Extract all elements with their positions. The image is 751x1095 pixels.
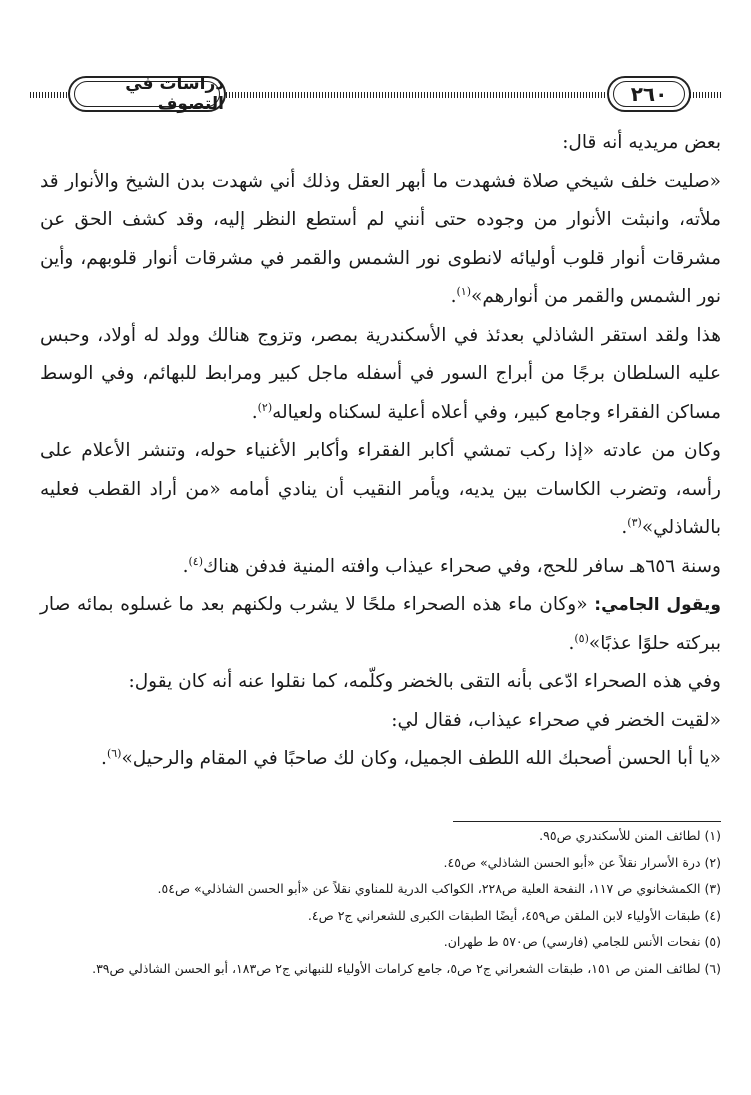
paragraph <box>40 740 721 779</box>
paragraph <box>40 586 721 663</box>
paragraph-end: . <box>568 632 575 654</box>
footnote-number: (١) <box>704 828 721 843</box>
paragraph-end: . <box>450 286 457 307</box>
footnote-number: (٥) <box>704 934 721 949</box>
footnotes <box>40 823 721 982</box>
page-number: ٢٦٠ <box>630 82 668 106</box>
footnote <box>40 850 721 877</box>
footnote <box>40 956 721 983</box>
paragraph <box>40 124 721 163</box>
footnote-marker: (١) <box>456 284 471 298</box>
paragraph <box>40 548 721 587</box>
paragraph-lead: ويقول الجامي: <box>594 595 721 615</box>
paragraph-text: هذا ولقد استقر الشاذلي بعدئذ في الأسكندرية بمصر، وتزوج هنالك وولد له أولاد، وحبس عليه السلطان برجًا من أبراج السور في أسفله ماجل كبير ومرابط للبهائم، وفي الوسط مساكن الفقراء وجامع كبير، وفي أعلاه أعلية لسكناه ولعياله <box>40 324 721 423</box>
footnote-marker: (٣) <box>627 515 642 529</box>
paragraph <box>40 163 721 317</box>
footnote-text: لطائف المنن للأسكندري ص٩٥. <box>539 828 701 843</box>
footnote-text: طبقات الأولياء لابن الملقن ص٤٥٩، أيضًا الطبقات الكبرى للشعراني ج٢ ص٤. <box>307 907 701 923</box>
footnote-marker: (٢) <box>257 400 273 414</box>
footnote-marker: (٤) <box>188 554 203 568</box>
header-ornament-line <box>226 92 606 98</box>
paragraph-text: وكان من عادته «إذا ركب تمشي أكابر الفقراء وأكابر الأغنياء حوله، وتنشر الأعلام على رأسه، وتضرب الكاسات بين يديه، ويأمر النقيب أن ينادي أمامه «من أراد القطب فعليه بالشاذلي» <box>40 440 721 538</box>
footnote <box>40 823 721 850</box>
paragraph-end: . <box>251 401 258 423</box>
running-header <box>30 74 722 118</box>
footnote-number: (٣) <box>704 881 721 896</box>
book-title-badge <box>68 76 226 112</box>
footnote-marker: (٦) <box>106 746 122 760</box>
footnote-text: درة الأسرار نقلاً عن «أبو الحسن الشاذلي» ص٤٥. <box>443 854 701 870</box>
header-ornament-line <box>30 92 70 98</box>
footnote-text: الكمشخانوي ص ١١٧، النفحة العلية ص٢٢٨، الكواكب الدرية للمناوي نقلاً عن «أبو الحسن الشاذلي» ص٥٤. <box>157 881 701 896</box>
footnote <box>40 903 721 930</box>
paragraph <box>40 663 721 702</box>
page-number-badge <box>607 76 691 112</box>
book-title: دراسات في التصوف <box>125 74 224 114</box>
paragraph-end: . <box>621 517 628 538</box>
header-ornament-line <box>690 92 722 98</box>
footnote-text: لطائف المنن ص ١٥١، طبقات الشعراني ج٢ ص٥، جامع كرامات الأولياء للنبهاني ج٢ ص١٨٣، أبو الحسن الشاذلي ص٣٩. <box>92 960 701 976</box>
footnote-separator <box>453 821 721 822</box>
paragraph-text: وفي هذه الصحراء ادّعى بأنه التقى بالخضر وكلّمه، كما نقلوا عنه أنه كان يقول: <box>128 671 721 692</box>
paragraph-text: «لقيت الخضر في صحراء عيذاب، فقال لي: <box>391 709 721 731</box>
paragraph <box>40 432 721 548</box>
paragraph-end: . <box>182 555 189 577</box>
paragraph <box>40 702 721 741</box>
footnote <box>40 876 721 903</box>
paragraph-text: «صليت خلف شيخي صلاة فشهدت ما أبهر العقل وذلك أني شهدت بدن الشيخ والأنوار قد ملأته، وانبثت الأنوار من وجوده حتى أنني لم أستطع النظر إليه، وقد كشف الحق عن مشرقات أنوار قلوب أوليائه لانطوى نور الشمس والقمر في مشرقات أنوار قلوبهم، وأين نور الشمس والقمر من أنوارهم» <box>40 170 721 307</box>
paragraph-text: «وكان ماء هذه الصحراء ملحًا لا يشرب ولكنهم بعد ما غسلوه بمائه صار ببركته حلوًا عذبًا» <box>40 594 721 654</box>
footnote-number: (٦) <box>704 960 721 976</box>
footnote-number: (٢) <box>704 854 721 870</box>
footnote <box>40 929 721 956</box>
footnote-marker: (٥) <box>574 631 589 645</box>
paragraph-end: . <box>101 748 107 769</box>
footnote-text: نفحات الأنس للجامي (فارسي) ص٥٧٠ ط طهران. <box>443 934 701 949</box>
paragraph-text: بعض مريديه أنه قال: <box>562 132 721 153</box>
footnote-number: (٤) <box>704 907 721 923</box>
paragraph-text: وسنة ٦٥٦هـ سافر للحج، وفي صحراء عيذاب وافته المنية فدفن هناك <box>202 555 721 577</box>
paragraph <box>40 317 721 433</box>
main-text <box>40 124 721 779</box>
paragraph-text: «يا أبا الحسن أصحبك الله اللطف الجميل، وكان لك صاحبًا في المقام والرحيل» <box>121 748 721 769</box>
